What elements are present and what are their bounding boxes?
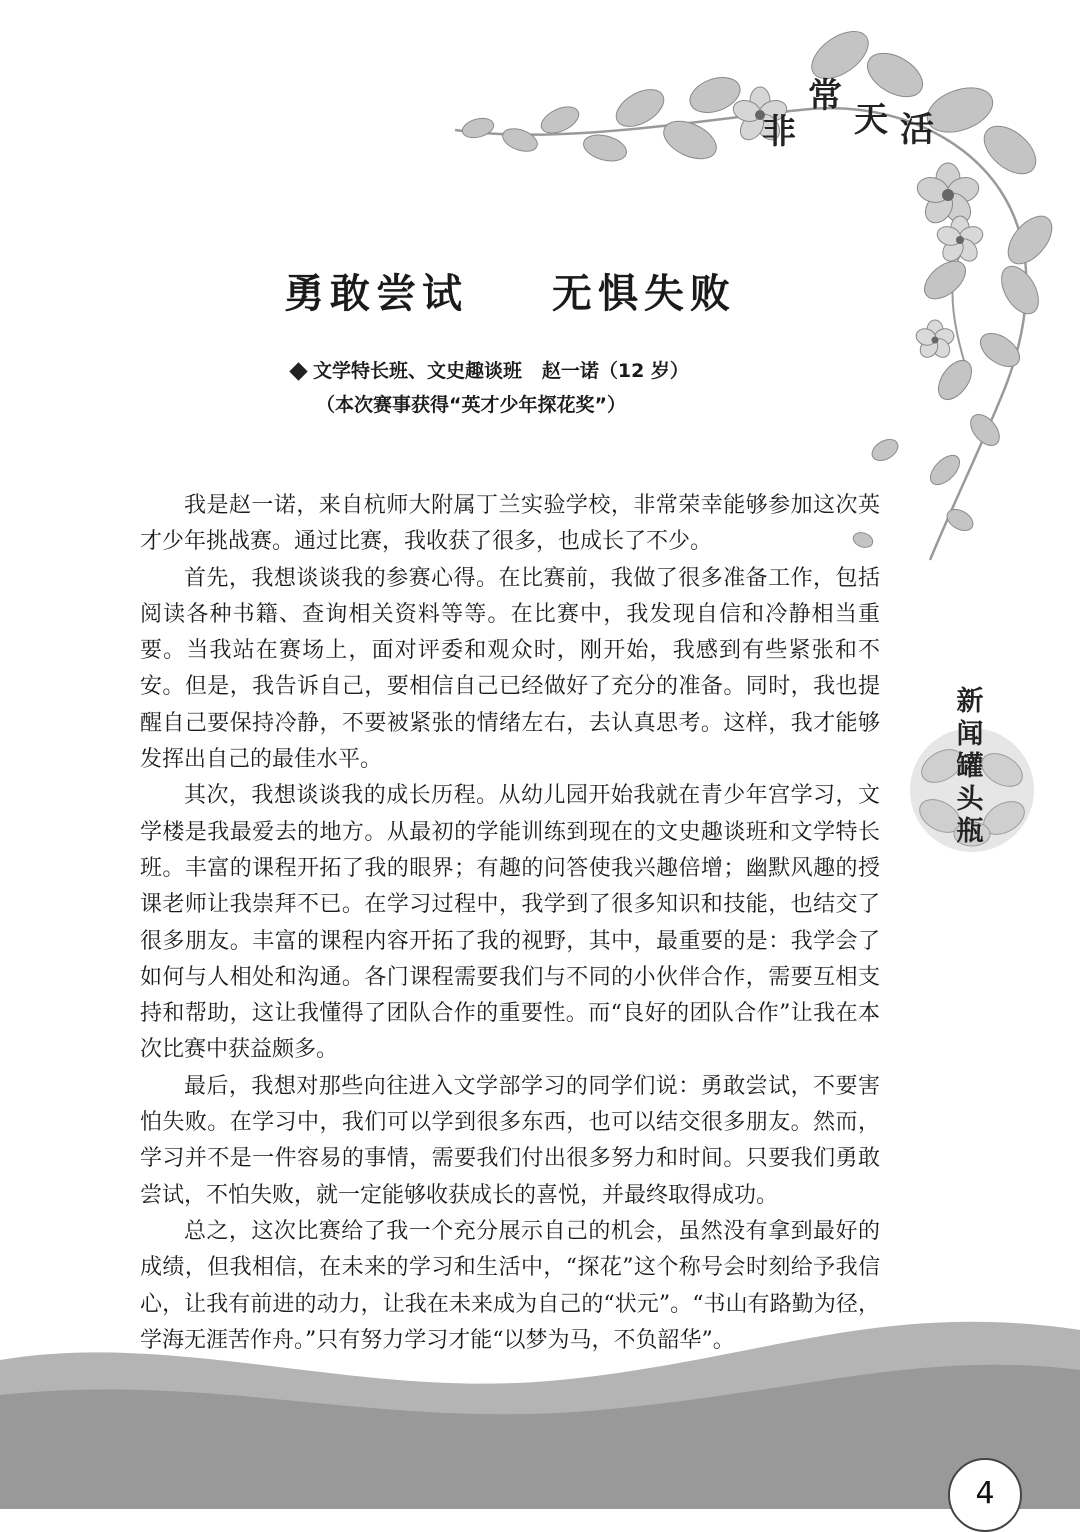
column-header-char: 天: [854, 100, 888, 140]
side-label-char: 新: [956, 686, 984, 717]
flower-icon: [914, 320, 956, 361]
paragraph: 总之，这次比赛给了我一个充分展示自己的机会，虽然没有拿到最好的成绩，但我相信，在未来的学习和生活中，“探花”这个称号会时刻给予我信心，让我有前进的动力，让我在未来成为自己的“状元”。“书山有路勤为径，学海无涯苦作舟。”只有努力学习才能“以梦为马，不负韶华”。: [140, 1218, 880, 1353]
paragraph: 我是赵一诺，来自杭师大附属丁兰实验学校，非常荣幸能够参加这次英才少年挑战赛。通过比赛，我收获了很多，也成长了不少。: [140, 493, 880, 555]
leaf-icon: [460, 115, 496, 141]
diamond-bullet-icon: [289, 362, 307, 380]
column-header: [762, 68, 942, 152]
leaf-icon: [932, 355, 979, 406]
leaf-icon: [658, 114, 722, 167]
column-header-char: 活: [900, 110, 934, 150]
paragraph: 最后，我想对那些向往进入文学部学习的同学们说：勇敢尝试，不要害怕失败。在学习中，我们可以学到很多东西，也可以结交很多朋友。然而，学习并不是一件容易的事情，需要我们付出很多努力和时间。只要我们勇敢尝试，不怕失败，就一定能够收获成长的喜悦，并最终取得成功。: [140, 1073, 880, 1208]
leaf-icon: [943, 505, 976, 535]
leaf-icon: [925, 450, 965, 490]
leaf-icon: [581, 131, 630, 166]
leaf-icon: [965, 409, 1005, 451]
side-label-char: 罐: [956, 751, 984, 782]
leaf-icon: [868, 435, 901, 465]
byline: [288, 354, 808, 422]
flower-icon: [914, 163, 982, 228]
article-title: 勇敢尝试 无惧失败: [284, 271, 736, 317]
side-label-char: 头: [956, 783, 984, 815]
flower-icon: [935, 216, 985, 265]
side-section-label: [940, 686, 1000, 849]
leaf-icon: [500, 124, 541, 155]
paragraph: 其次，我想谈谈我的成长历程。从幼儿园开始我就在青少年宫学习，文学楼是我最爱去的地方。从最初的学能训练到现在的文史趣谈班和文学特长班。丰富的课程开拓了我的眼界；有趣的问答使我兴趣倍增；幽默风趣的授课老师让我崇拜不已。在学习过程中，我学到了很多知识和技能，也结交了很多朋友。丰富的课程内容开拓了我的视野，其中，最重要的是：我学会了如何与人相处和沟通。各门课程需要我们与不同的小伙伴合作，需要互相支持和帮助，这让我懂得了团队合作的重要性。而“良好的团队合作”让我在本次比赛中获益颇多。: [140, 783, 880, 1063]
author-line: 文学特长班、文史趣谈班 赵一诺（12 岁）: [313, 360, 689, 382]
paragraph: 首先，我想谈谈我的参赛心得。在比赛前，我做了很多准备工作，包括阅读各种书籍、查询相关资料等等。在比赛中，我发现自信和冷静相当重要。当我站在赛场上，面对评委和观众时，刚开始，我感到有些紧张和不安。但是，我告诉自己，要相信自己已经做好了充分的准备。同时，我也提醒自己要保持冷静，不要被紧张的情绪左右，去认真思考。这样，我才能够发挥出自己的最佳水平。: [140, 565, 880, 773]
column-header-char: 非: [762, 112, 796, 152]
column-header-char: 常: [808, 76, 842, 116]
article-body: [140, 488, 880, 1359]
page-number: 4: [948, 1458, 1022, 1532]
side-label-char: 瓶: [956, 816, 984, 847]
award-line: （本次赛事获得“英才少年探花奖”）: [316, 394, 626, 416]
side-label-char: 闻: [956, 718, 984, 750]
leaf-icon: [975, 327, 1026, 374]
